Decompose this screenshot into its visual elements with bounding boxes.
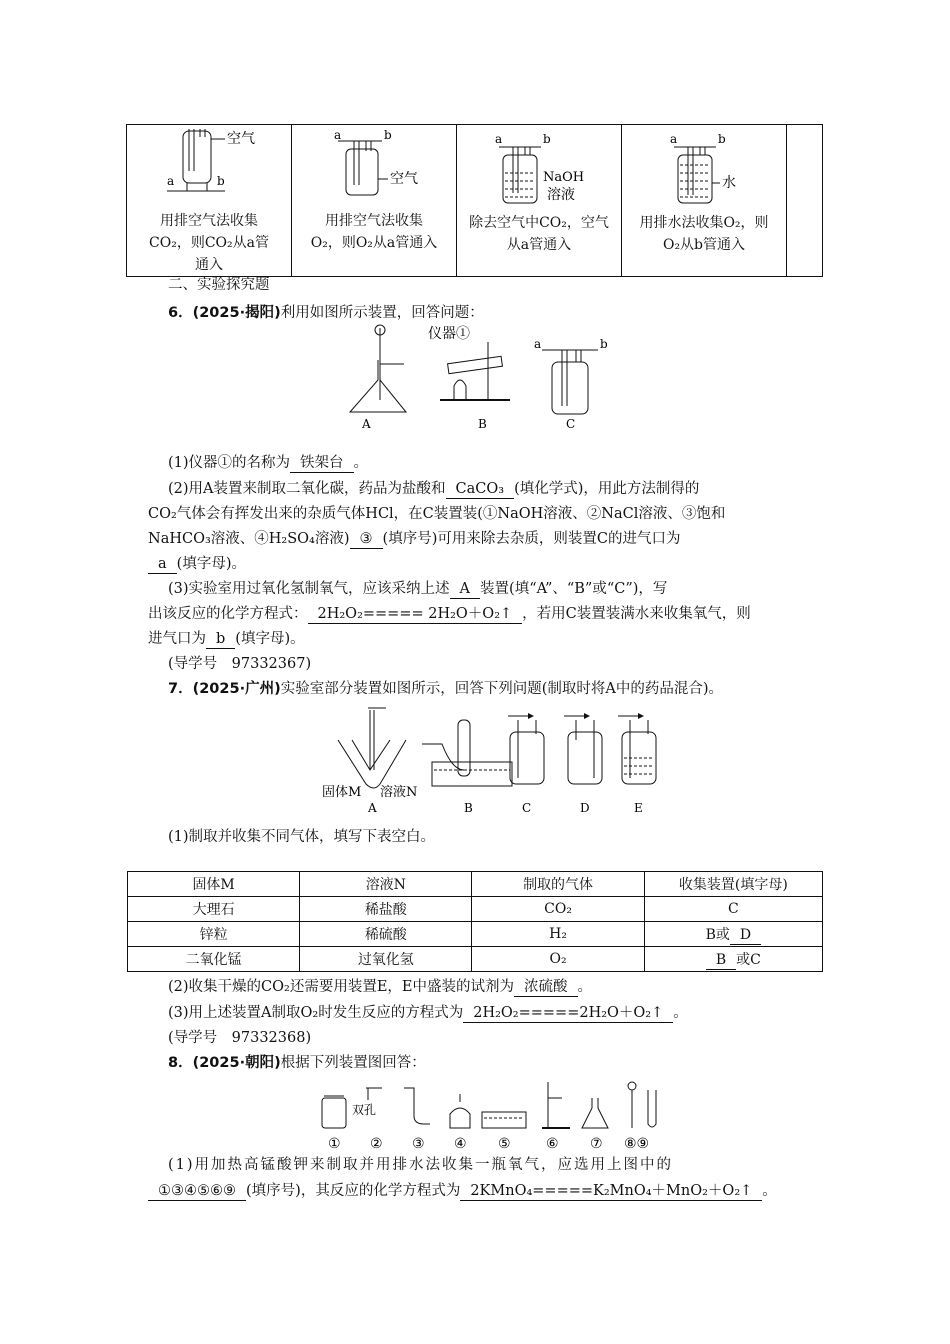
answer-blank[interactable]: 铁架台 [290,454,354,473]
answer-blank[interactable]: ①③④⑤⑥⑨ [148,1182,246,1201]
svg-text:双孔: 双孔 [352,1103,377,1117]
q6-apparatus-figure [330,322,630,434]
gas-bottle-table [126,124,823,277]
svg-text:b: b [384,128,392,142]
svg-text:a: a [670,132,678,146]
svg-text:NaOH: NaOH [543,170,585,185]
svg-text:D: D [580,801,590,815]
svg-text:E: E [634,801,643,815]
svg-text:b: b [600,337,608,351]
svg-text:b: b [217,174,225,188]
answer-blank[interactable]: 2H₂O₂===== 2H₂O＋O₂↑ [308,605,523,624]
label-air: 空气 [227,131,255,147]
bottle-diagram [457,125,621,205]
q8-header: 8．(2025·朝阳)根据下列装置图回答： [168,1055,426,1071]
label-instrument: 仪器① [428,326,470,342]
caption: 用排水法收集O₂，则O₂从b管通入 [639,215,769,253]
svg-text:A: A [362,417,371,431]
svg-text:A: A [368,801,377,815]
svg-text:⑤: ⑤ [498,1136,511,1152]
table-row: 二氧化锰 过氧化氢 O₂ B 或C [128,947,823,972]
svg-text:B: B [478,417,487,431]
svg-text:a: a [534,337,542,351]
answer-blank[interactable]: ③ [350,530,383,549]
svg-text:C: C [522,801,532,815]
answer-blank[interactable]: 浓硫酸 [514,978,578,997]
table-header-row: 固体M 溶液N 制取的气体 收集装置(填字母) [128,872,823,897]
guide-number: (导学号 97332367) [168,656,312,672]
caption: 除去空气中CO₂，空气从a管通入 [469,215,609,253]
svg-text:②: ② [370,1136,383,1152]
svg-text:④: ④ [454,1136,467,1152]
table-row: 大理石 稀盐酸 CO₂ C [128,897,823,922]
caption: 用排空气法收集O₂，则O₂从a管通入 [310,213,438,251]
svg-text:⑧⑨: ⑧⑨ [624,1136,650,1152]
table-cell [622,125,787,277]
guide-number: (导学号 97332368) [168,1030,312,1046]
svg-text:⑦: ⑦ [590,1136,603,1152]
gas-collection-table [127,871,823,972]
bottle-diagram [292,125,456,203]
table-row: 锌粒 稀硫酸 H₂ B或 D [128,922,823,947]
svg-text:水: 水 [722,175,736,191]
q6-header: 6．(2025·揭阳)利用如图所示装置，回答问题： [168,305,484,321]
svg-text:①: ① [328,1136,341,1152]
q7-apparatus-figure [318,700,668,818]
answer-blank[interactable]: a [148,555,177,574]
svg-text:a: a [495,132,503,146]
answer-blank[interactable]: A [450,580,480,599]
answer-blank[interactable]: b [206,630,235,649]
table-cell-empty [787,125,823,277]
svg-text:B: B [464,801,473,815]
table-cell [292,125,457,277]
answer-blank[interactable]: 2KMnO₄=====K₂MnO₄＋MnO₂＋O₂↑ [460,1182,762,1201]
svg-text:C: C [566,417,576,431]
svg-text:固体M: 固体M [322,785,362,800]
section-heading: 二、实验探究题 [168,277,270,293]
bottle-diagram [622,125,786,205]
svg-text:b: b [543,132,551,146]
svg-text:③: ③ [412,1136,425,1152]
caption: 用排空气法收集CO₂，则CO₂从a管通入 [149,213,269,273]
answer-blank[interactable]: CaCO₃ [446,480,515,499]
q7-header: 7．(2025·广州)实验室部分装置如图所示，回答下列问题(制取时将A中的药品混合)。 [168,681,724,697]
svg-text:⑥: ⑥ [546,1136,559,1152]
answer-blank[interactable]: D [730,926,761,945]
answer-blank[interactable]: 2H₂O₂=====2H₂O＋O₂↑ [463,1004,673,1023]
answer-blank[interactable]: B [706,951,736,970]
table-cell [457,125,622,277]
svg-text:溶液: 溶液 [547,187,575,203]
bottle-diagram [127,125,291,203]
svg-text:a: a [167,174,175,188]
svg-text:溶液N: 溶液N [380,785,418,800]
q8-apparatus-figure [314,1076,674,1154]
svg-text:空气: 空气 [390,171,418,187]
table-cell [127,125,292,277]
svg-text:a: a [334,128,342,142]
svg-text:b: b [718,132,726,146]
